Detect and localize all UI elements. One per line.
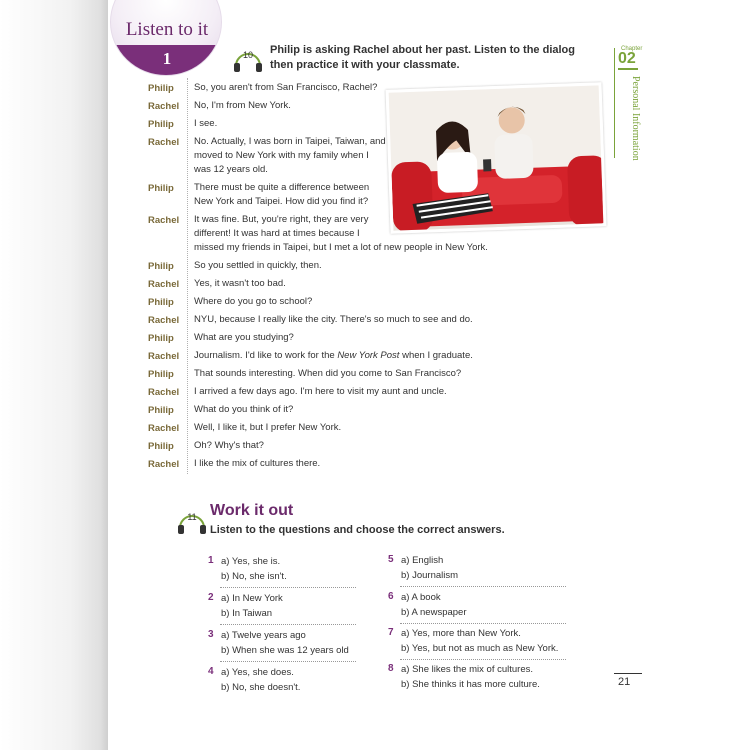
question-number: 8 [388, 663, 394, 674]
dialog-line: What do you think of it? [194, 404, 294, 415]
track-number: 11 [187, 512, 197, 522]
dialog-line: was 12 years old. [194, 164, 268, 175]
dialog-line: different! It was hard at times because I [194, 228, 360, 239]
speaker-label: Rachel [148, 351, 180, 362]
speaker-label: Philip [148, 83, 174, 94]
question-number: 4 [208, 666, 214, 677]
photo-illustration [389, 85, 607, 234]
question-separator [400, 623, 566, 624]
answer-option[interactable]: a) In New York [221, 593, 283, 604]
speaker-label: Rachel [148, 423, 180, 434]
dialog-line: moved to New York with my family when I [194, 150, 369, 161]
question-separator [220, 587, 356, 588]
question-number: 5 [388, 554, 394, 565]
speaker-label: Philip [148, 119, 174, 130]
sidebar-rule [614, 48, 615, 158]
dialog-line: Journalism. I'd like to work for the New York Post when I graduate. [194, 350, 473, 361]
newspaper-title: New York Post [337, 350, 400, 361]
badge-title: Listen to it [125, 19, 209, 40]
dialog-line: What are you studying? [194, 332, 294, 343]
dialog-line: I see. [194, 118, 218, 129]
speaker-label: Rachel [148, 279, 180, 290]
page-number: 21 [618, 676, 631, 688]
answer-option[interactable]: a) English [401, 555, 444, 566]
answer-option[interactable]: b) Journalism [401, 570, 459, 581]
dialog-divider [187, 78, 188, 474]
chapter-label: Chapter [621, 46, 643, 52]
dialog-line: NYU, because I really like the city. There's so much to see and do. [194, 314, 473, 325]
speaker-label: Rachel [148, 315, 180, 326]
answer-option[interactable]: a) Yes, she is. [221, 556, 281, 567]
dialog-line: It was fine. But, you're right, they are very [194, 214, 369, 225]
speaker-label: Rachel [148, 459, 180, 470]
speaker-label: Rachel [148, 387, 180, 398]
speaker-label: Rachel [148, 137, 180, 148]
dialog-line: That sounds interesting. When did you come to San Francisco? [194, 368, 462, 379]
speaker-label: Philip [148, 297, 174, 308]
section-instruction: Listen to the questions and choose the correct answers. [210, 524, 505, 536]
page-number-rule [614, 673, 642, 674]
dialog-line: So, you aren't from San Francisco, Rachel? [194, 82, 378, 93]
question-separator [220, 624, 356, 625]
dialog-line: missed my friends in Taipei, but I met a lot of new people in New York. [194, 242, 488, 253]
speaker-label: Rachel [148, 215, 180, 226]
page-gutter-shadow [0, 0, 108, 750]
speaker-label: Philip [148, 183, 174, 194]
headphones-icon[interactable] [232, 44, 264, 74]
track-number: 10 [242, 50, 253, 60]
question-separator [400, 586, 566, 587]
listen-instruction: Philip is asking Rachel about her past. Listen to the dialog then practice it with your classmate. [270, 44, 575, 71]
question-number: 1 [208, 555, 214, 566]
answer-option[interactable]: a) A book [401, 592, 441, 603]
dialog-line: No, I'm from New York. [194, 100, 291, 111]
answer-option[interactable]: b) No, she isn't. [221, 571, 287, 582]
dialog-line: I arrived a few days ago. I'm here to visit my aunt and uncle. [194, 386, 447, 397]
dialog-line: Oh? Why's that? [194, 440, 264, 451]
speaker-label: Philip [148, 441, 174, 452]
speaker-label: Philip [148, 369, 174, 380]
speaker-label: Philip [148, 405, 174, 416]
headphones-icon[interactable] [176, 506, 208, 536]
question-number: 3 [208, 629, 214, 640]
dialog-line: There must be quite a difference between [194, 182, 370, 193]
question-number: 2 [208, 592, 214, 603]
speaker-label: Philip [148, 333, 174, 344]
answer-option[interactable]: a) Yes, she does. [221, 667, 294, 678]
dialog-line: Where do you go to school? [194, 296, 313, 307]
answer-option[interactable]: a) She likes the mix of cultures. [401, 664, 533, 675]
question-number: 6 [388, 591, 394, 602]
section-title: Work it out [210, 502, 294, 519]
question-separator [220, 661, 356, 662]
section-badge [110, 0, 222, 76]
answer-option[interactable]: a) Twelve years ago [221, 630, 306, 641]
answer-option[interactable]: a) Yes, more than New York. [401, 628, 521, 639]
answer-option[interactable]: b) A newspaper [401, 607, 467, 618]
question-number: 7 [388, 627, 394, 638]
answer-option[interactable]: b) In Taiwan [221, 608, 273, 619]
chapter-underline [618, 68, 638, 70]
speaker-label: Rachel [148, 101, 180, 112]
dialog-photo [386, 82, 607, 233]
dialog-line: New York and Taipei. How did you find it? [194, 196, 369, 207]
dialog-line: So you settled in quickly, then. [194, 260, 322, 271]
chapter-title: Personal Information [630, 76, 641, 161]
dialog-line: I like the mix of cultures there. [194, 458, 321, 469]
question-separator [400, 659, 566, 660]
answer-option[interactable]: b) Yes, but not as much as New York. [401, 643, 559, 654]
dialog-line: Well, I like it, but I prefer New York. [194, 422, 342, 433]
chapter-number: 02 [618, 50, 636, 67]
dialog-line: Yes, it wasn't too bad. [194, 278, 286, 289]
answer-option[interactable]: b) When she was 12 years old [221, 645, 349, 656]
badge-number: 1 [162, 49, 172, 68]
answer-option[interactable]: b) She thinks it has more culture. [401, 679, 540, 690]
answer-option[interactable]: b) No, she doesn't. [221, 682, 301, 693]
dialog-line: No. Actually, I was born in Taipei, Taiwan, and [194, 136, 386, 147]
speaker-label: Philip [148, 261, 174, 272]
